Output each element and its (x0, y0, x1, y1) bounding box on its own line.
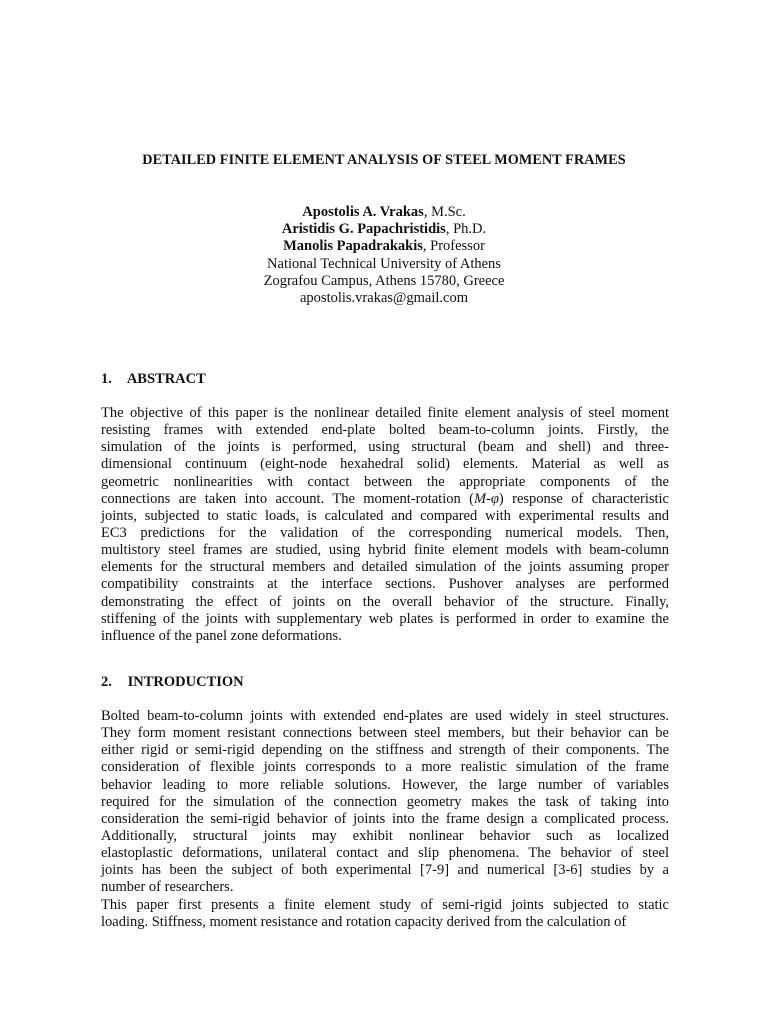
paper-title: DETAILED FINITE ELEMENT ANALYSIS OF STEEL MOMENT FRAMES (142, 152, 626, 168)
address: Zografou Campus, Athens 15780, Greece (263, 272, 505, 289)
section-number: 1. (101, 371, 112, 387)
section-heading-abstract (101, 371, 206, 388)
author-3-name: Manolis Papadrakakis (283, 238, 423, 255)
text-line: consideration the semi-rigid behavior of joints into the frame design a complicated process. (101, 810, 669, 827)
text-line: consideration of flexible joints corresponds to a more realistic simulation of the frame (101, 759, 669, 776)
text-line: They form moment resistant connections between steel members, but their behavior can be (101, 725, 669, 742)
text-line: multistory steel frames are studied, using hybrid finite element models with beam-column (101, 542, 669, 559)
text-line: Bolted beam-to-column joints with extended end-plates are used widely in steel structures. (101, 708, 669, 724)
text-line: stiffening of the joints with supplementary web plates is performed in order to examine the (101, 610, 669, 627)
text-line: dimensional continuum (eight-node hexahedral solid) elements. Material as well as (101, 456, 669, 473)
text-line: compatibility constraints at the interface sections. Pushover analyses are performed (101, 576, 669, 593)
author-1-degree: , M.Sc. (423, 204, 466, 220)
author-2-name: Aristidis G. Papachristidis (281, 221, 446, 238)
text-line: joints, subjected to static loads, is calculated and compared with experimental results and (101, 507, 669, 524)
text-line: demonstrating the effect of joints on the overall behavior of the structure. Finally, (101, 593, 669, 610)
text-line: resisting frames with extended end-plate bolted beam-to-column joints. Firstly, the (101, 422, 669, 439)
section-title: ABSTRACT (126, 371, 206, 387)
text-line: EC3 predictions for the validation of the corresponding numerical models. Then, (101, 524, 669, 541)
text-line: elements for the structural members and detailed simulation of the joints assuming proper (101, 559, 669, 576)
text-line: loading. Stiffness, moment resistance and rotation capacity derived from the calculation of (101, 913, 627, 930)
author-3-degree: , Professor (422, 238, 485, 255)
author-3 (0, 238, 768, 255)
text-line: joints has been the subject of both experimental [7-9] and numerical [3-6] studies by a (101, 862, 669, 879)
text-line: Additionally, structural joints may exhibit nonlinear behavior such as localized (101, 827, 669, 844)
text-line: The objective of this paper is the nonlinear detailed finite element analysis of steel moment (101, 405, 669, 421)
abstract-paragraph (101, 405, 669, 645)
affiliation: National Technical University of Athens (267, 255, 501, 272)
text-line: either rigid or semi-rigid depending on the stiffness and strength of their components. The (101, 742, 669, 759)
text-line: number of researchers. (101, 879, 234, 896)
author-2-degree: , Ph.D. (445, 221, 487, 238)
introduction-paragraph (101, 708, 669, 931)
text-line: influence of the panel zone deformations. (101, 627, 342, 644)
text-line: connections are taken into account. The moment-rotation (M-φ) response of characteristic (101, 490, 669, 507)
section-title: INTRODUCTION (127, 674, 244, 690)
author-1-name: Apostolis A. Vrakas (302, 204, 424, 220)
text-line: behavior leading to more reliable solutions. However, the large number of variables (101, 776, 669, 793)
text-line: required for the simulation of the connection geometry makes the task of taking into (101, 793, 669, 810)
text-line: simulation of the joints is performed, using structural (beam and shell) and three- (101, 439, 669, 456)
author-1 (0, 204, 768, 221)
author-block (0, 204, 768, 307)
author-2 (0, 221, 768, 238)
text-line: geometric nonlinearities with contact between the appropriate components of the (101, 473, 669, 490)
section-heading-introduction (101, 674, 244, 691)
text-line: elastoplastic deformations, unilateral contact and slip phenomena. The behavior of steel (101, 845, 669, 862)
section-number: 2. (101, 674, 112, 690)
text-line: This paper first presents a finite element study of semi-rigid joints subjected to static (101, 896, 669, 913)
email: apostolis.vrakas@gmail.com (300, 290, 468, 307)
